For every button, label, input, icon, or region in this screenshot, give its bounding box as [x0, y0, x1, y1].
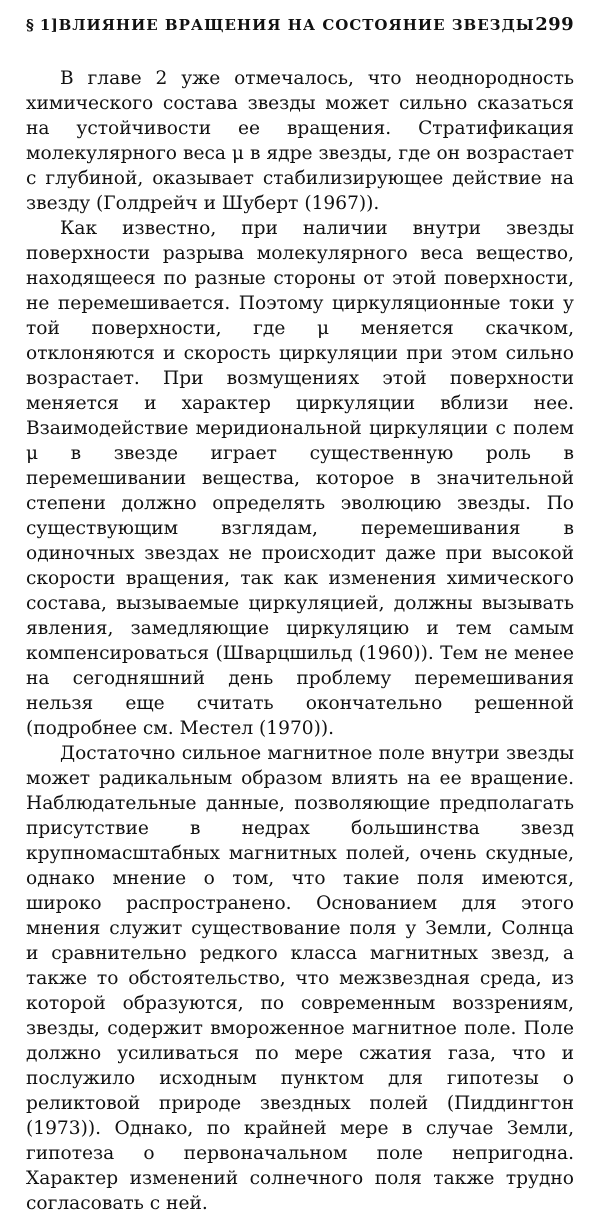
paragraph-1: В главе 2 уже отмечалось, что неоднородность химического состава звезды может сильно сказаться на устойчивости ее вращения. Стратификация молекулярного веса μ в ядре звезды, где он возрастает с глубиной, оказывает стабилизирующее действие на звезду (Голдрейч и Шуберт (1967)).: [26, 68, 574, 214]
paragraph-3: Достаточно сильное магнитное поле внутри звезды может радикальным образом влиять на ее вращение. Наблюдательные данные, позволяющие предполагать присутствие в недрах большинства звезд крупномасштабных магнитных полей, очень скудные, однако мнение о том, что такие поля имеются, широко распространено. Основанием для этого мнения служит существование поля у Земли, Солнца и сравнительно редкого класса магнитных звезд, а также то обстоятельство, что межзвездная среда, из которой образуются, по современным воззрениям, звезды, содержит вмороженное магнитное поле. Поле должно усиливаться по мере сжатия газа, что и послужило исходным пунктом для гипотезы о реликтовой природе звездных полей (Пиддингтон (1973)). Однако, по крайней мере в случае Земли, гипотеза о первоначальном поле непригодна. Характер изменений солнечного поля также трудно согласовать с ней.: [26, 743, 574, 1214]
paragraph-2: Как известно, при наличии внутри звезды поверхности разрыва молекулярного веса вещество, находящееся по разные стороны от этой поверхности, не перемешивается. Поэтому циркуляционные токи у той поверхности, где μ меняется скачком, отклоняются и скорость циркуляции при этом сильно возрастает. При возмущениях этой поверхности меняется и характер циркуляции вблизи нее. Взаимодействие меридиональной циркуляции с полем μ в звезде играет существенную роль в перемешивании вещества, которое в значительной степени должно определять эволюцию звезды. По существующим взглядам, перемешивания в одиночных звездах не происходит даже при высокой скорости вращения, так как изменения химического состава, вызываемые циркуляцией, должны вызывать явления, замедляющие циркуляцию и тем самым компенсироваться (Шварцшильд (1960)). Тем не менее на сегодняшний день проблему перемешивания нельзя еще считать окончательно решенной (подробнее см. Местел (1970)).: [26, 218, 574, 739]
section-mark: § 1]: [26, 16, 59, 34]
running-title: ВЛИЯНИЕ ВРАЩЕНИЯ НА СОСТОЯНИЕ ЗВЕЗДЫ: [58, 16, 535, 34]
body-text: [26, 66, 574, 1216]
page-number: 299: [535, 14, 574, 35]
running-header: [26, 14, 574, 44]
book-page: [26, 14, 574, 1216]
